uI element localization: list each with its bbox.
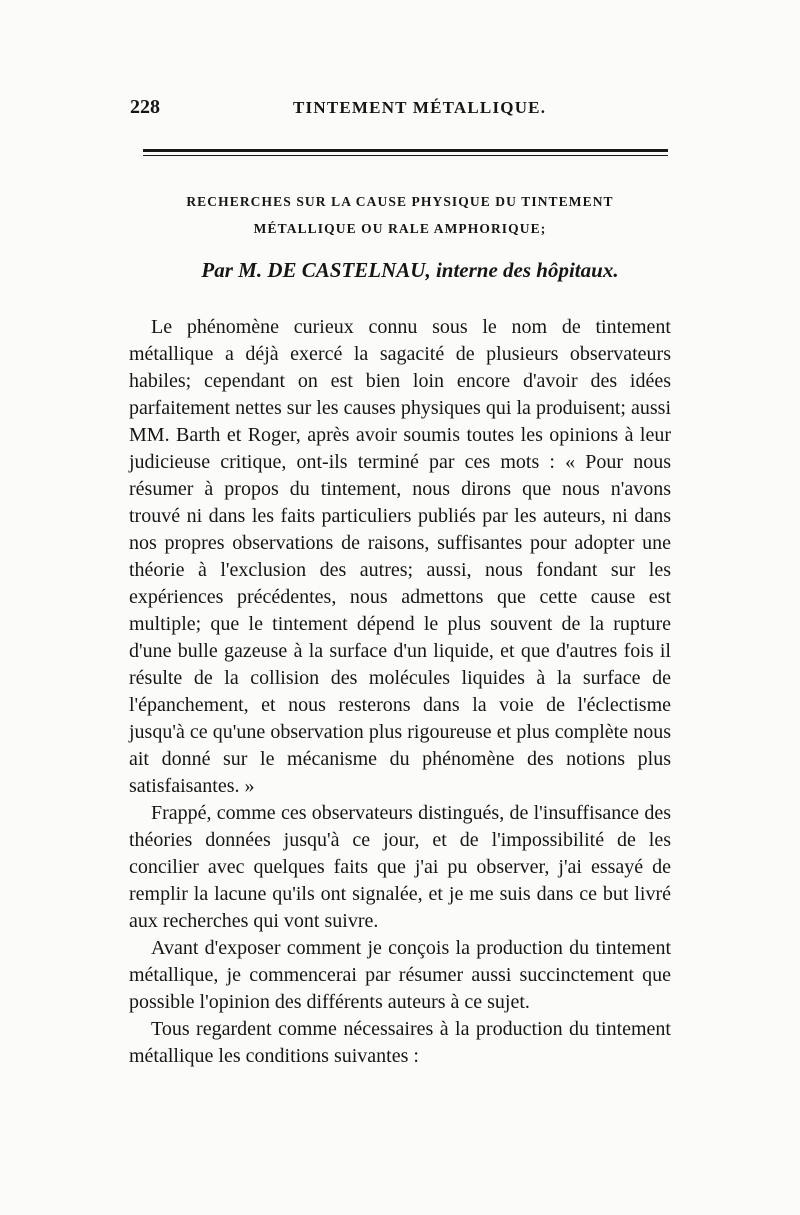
paragraph-1: Le phénomène curieux connu sous le nom de tintement métallique a déjà exercé la sagacité de plusieurs observateurs habiles; cependant on est bien loin encore d'avoir des idées parfaitement nettes sur les causes physiques qui la produisent; aussi MM. Barth et Roger, après avoir soumis toutes les opinions à leur judicieuse critique, ont-ils terminé par ces mots : « Pour nous résumer à propos du tintement, nous dirons que nous n'avons trouvé ni dans les faits particuliers publiés par les auteurs, ni dans nos propres observations de raisons, suffisantes pour adopter une théorie à l'exclusion des autres; aussi, nous fondant sur les expériences précédentes, nous admettons que cette cause est multiple; que le tintement dépend le plus souvent de la rupture d'une bulle gazeuse à la surface d'un liquide, et que d'autres fois il résulte de la collision des molécules liquides à la surface de l'épanchement, et nous resterons dans la voie de l'éclectisme jusqu'à ce qu'une observation plus rigoureuse et plus complète nous ait donné sur le mécanisme du phénomène des notions plus satisfaisantes. »: [129, 316, 671, 797]
page-number: 228: [130, 96, 160, 118]
paragraph-3: Avant d'exposer comment je conçois la production du tintement métallique, je commencerai par résumer aussi succinctement que possible l'opinion des différents auteurs à ce sujet.: [129, 937, 671, 1013]
running-title: TINTEMENT MÉTALLIQUE.: [293, 98, 547, 117]
paragraph-2: Frappé, comme ces observateurs distingués, de l'insuffisance des théories données jusqu'à ce jour, et de l'impossibilité de les concilier avec quelques faits que j'ai pu observer, j'ai essayé de remplir la lacune qu'ils ont signalée, et je me suis dans ce but livré aux recherches qui vont suivre.: [129, 802, 671, 932]
article-body: [129, 314, 671, 1070]
article-title: [150, 188, 650, 242]
article-byline: Par M. DE CASTELNAU, interne des hôpitaux.: [201, 258, 619, 282]
double-rule-thin: [143, 155, 668, 156]
double-rule-thick: [143, 149, 668, 152]
article-title-line-1: RECHERCHES SUR LA CAUSE PHYSIQUE DU TINTEMENT: [186, 194, 614, 209]
article-title-line-2: MÉTALLIQUE OU RALE AMPHORIQUE;: [253, 221, 547, 236]
paragraph-4: Tous regardent comme nécessaires à la production du tintement métallique les conditions suivantes :: [129, 1018, 671, 1067]
running-head: [130, 96, 670, 126]
